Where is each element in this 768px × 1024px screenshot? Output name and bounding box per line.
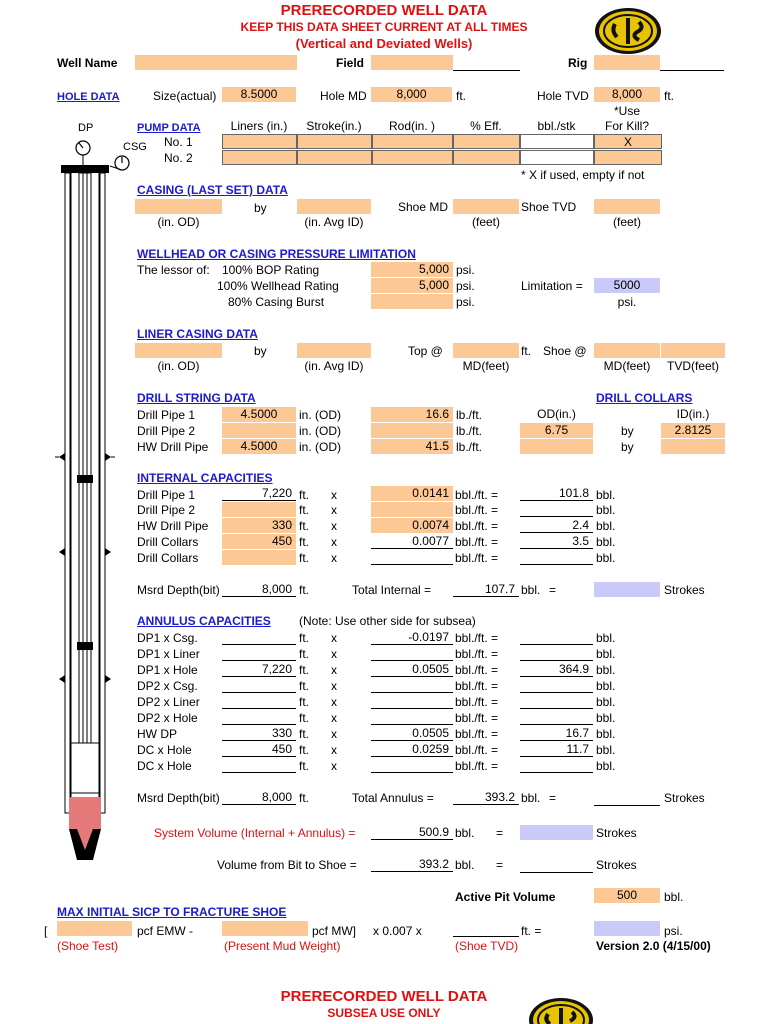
total-internal-label: Total Internal = — [352, 583, 432, 597]
int-row-5-volume — [520, 550, 593, 565]
page-subtitle: KEEP THIS DATA SHEET CURRENT AT ALL TIMES — [240, 20, 528, 34]
ann-row-8-capacity: 0.0259 — [371, 742, 453, 757]
ann-row-1-length — [222, 630, 296, 645]
ann-row-6-bblft: bbl./ft. = — [455, 711, 499, 725]
casing-burst-label: 80% Casing Burst — [228, 295, 325, 309]
pump-hdr-liners: Liners (in.) — [230, 119, 288, 133]
hole-tvd-label: Hole TVD — [537, 89, 589, 103]
ann-row-7-x: x — [331, 727, 337, 741]
total-internal-unit: bbl. — [521, 583, 541, 597]
liner-top-label: Top @ — [408, 344, 443, 358]
ann-row-7-length: 330 — [222, 726, 296, 741]
ann-row-1-ft: ft. — [299, 631, 310, 645]
sicp-psi: psi. — [664, 924, 683, 938]
hole-tvd-unit: ft. — [664, 89, 675, 103]
casing-burst-unit: psi. — [456, 295, 475, 309]
ann-row-5-volume — [520, 694, 593, 709]
liner-top-input[interactable] — [453, 343, 519, 358]
ann-row-6-label: DP2 x Hole — [137, 711, 198, 725]
sicp-pcf-mw: pcf MW] — [312, 924, 356, 938]
int-row-1-capacity[interactable]: 0.0141 — [371, 486, 453, 501]
ann-msrd-ft: ft. — [299, 791, 310, 805]
int-row-1-bblft: bbl./ft. = — [455, 488, 499, 502]
ann-row-2-x: x — [331, 647, 337, 661]
active-pit-input[interactable]: 500 — [594, 888, 660, 903]
ann-row-9-capacity — [371, 758, 453, 773]
int-row-2-label: Drill Pipe 2 — [137, 503, 196, 517]
int-row-2-x: x — [331, 503, 337, 517]
hwdp-od-input[interactable]: 4.5000 — [222, 439, 296, 454]
liner-id-label: (in. Avg ID) — [304, 359, 364, 373]
system-volume-eq: = — [496, 826, 504, 840]
pump-row-1-label: No. 1 — [164, 135, 193, 149]
pump-1-bblstk — [520, 134, 594, 149]
total-annulus-strokes — [594, 790, 660, 806]
pump-hdr-stroke: Stroke(in.) — [306, 119, 362, 133]
ann-row-1-volume — [520, 630, 593, 645]
ann-row-6-bbl: bbl. — [596, 711, 616, 725]
ann-row-7-label: HW DP — [137, 727, 177, 741]
annulus-capacities-heading: ANNULUS CAPACITIES — [137, 614, 271, 628]
ann-row-5-bbl: bbl. — [596, 695, 616, 709]
liner-heading: LINER CASING DATA — [137, 327, 258, 341]
pump-2-eff[interactable] — [453, 150, 520, 165]
company-logo — [593, 6, 663, 56]
ann-msrd-label: Msrd Depth(bit) — [137, 791, 220, 805]
limitation-unit: psi. — [617, 295, 637, 309]
collar-od-header: OD(in.) — [537, 407, 576, 421]
rig-underline — [660, 70, 724, 71]
bit-to-shoe-unit: bbl. — [455, 858, 475, 872]
sicp-mud-weight-input[interactable] — [222, 921, 308, 936]
system-volume-value: 500.9 — [371, 825, 453, 840]
ann-row-8-label: DC x Hole — [137, 743, 192, 757]
ann-row-9-x: x — [331, 759, 337, 773]
pump-grid — [222, 134, 662, 166]
pump-2-stroke[interactable] — [297, 150, 372, 165]
int-row-3-volume: 2.4 — [520, 518, 593, 533]
liner-shoe-tvd-input[interactable] — [661, 343, 725, 358]
liner-shoe-md-label: MD(feet) — [603, 359, 651, 373]
sicp-result — [594, 921, 660, 936]
casing-heading: CASING (LAST SET) DATA — [137, 183, 288, 197]
ann-row-4-length — [222, 678, 296, 693]
dp2-od-unit: in. (OD) — [299, 424, 341, 438]
int-row-1-bbl: bbl. — [596, 488, 616, 502]
int-row-4-bbl: bbl. — [596, 535, 616, 549]
ann-row-1-bblft: bbl./ft. = — [455, 631, 499, 645]
dp2-od-input[interactable] — [222, 423, 296, 438]
wellhead-rating-input[interactable]: 5,000 — [371, 278, 453, 293]
int-msrd-label: Msrd Depth(bit) — [137, 583, 220, 597]
ann-row-4-ft: ft. — [299, 679, 310, 693]
ann-row-8-length: 450 — [222, 742, 296, 757]
ann-row-6-x: x — [331, 711, 337, 725]
shoe-tvd-unit: (feet) — [612, 215, 641, 229]
ann-row-5-bblft: bbl./ft. = — [455, 695, 499, 709]
int-row-3-label: HW Drill Pipe — [137, 519, 209, 533]
ann-row-9-volume — [520, 758, 593, 773]
casing-od-input[interactable] — [135, 199, 222, 214]
int-row-5-bbl: bbl. — [596, 551, 616, 565]
shoe-tvd-input[interactable] — [594, 199, 660, 214]
pump-2-liners[interactable] — [222, 150, 297, 165]
ann-row-4-x: x — [331, 679, 337, 693]
pump-2-kill[interactable] — [594, 150, 662, 165]
hole-md-label: Hole MD — [320, 89, 367, 103]
ann-row-7-bbl: bbl. — [596, 727, 616, 741]
liner-shoe-md-input[interactable] — [594, 343, 660, 358]
footer-subtitle: SUBSEA USE ONLY — [327, 1006, 441, 1020]
dp-label: DP — [78, 122, 94, 134]
ann-row-9-ft: ft. — [299, 759, 310, 773]
sicp-present-mud-label: (Present Mud Weight) — [224, 939, 341, 953]
bit-to-shoe-eq: = — [496, 858, 504, 872]
bit-to-shoe-strokes-label: Strokes — [596, 858, 637, 872]
wellhead-heading: WELLHEAD OR CASING PRESSURE LIMITATION — [137, 247, 416, 261]
hole-tvd-input[interactable]: 8,000 — [594, 87, 660, 102]
pump-2-rod[interactable] — [372, 150, 453, 165]
total-internal-strokes-label: Strokes — [664, 583, 705, 597]
ann-row-6-volume — [520, 710, 593, 725]
shoe-md-input[interactable] — [453, 199, 519, 214]
ann-row-3-bblft: bbl./ft. = — [455, 663, 499, 677]
dp1-od-input[interactable]: 4.5000 — [222, 407, 296, 422]
ann-msrd-value: 8,000 — [222, 790, 296, 805]
int-row-5-capacity — [371, 550, 453, 565]
field-label: Field — [336, 56, 365, 70]
ann-row-8-bbl: bbl. — [596, 743, 616, 757]
collar-1-by: by — [621, 424, 634, 438]
pump-hdr-kill: For Kill? — [604, 119, 649, 133]
int-msrd-value: 8,000 — [222, 582, 296, 597]
liner-shoe-tvd-label: TVD(feet) — [666, 359, 719, 373]
ann-row-7-ft: ft. — [299, 727, 310, 741]
system-volume-strokes-label: Strokes — [596, 826, 637, 840]
ann-row-2-label: DP1 x Liner — [137, 647, 200, 661]
ann-row-7-capacity: 0.0505 — [371, 726, 453, 741]
collar-1-id-input[interactable]: 2.8125 — [661, 423, 725, 438]
csg-label: CSG — [123, 141, 147, 153]
hwdp-od-unit: in. (OD) — [299, 440, 341, 454]
ann-row-4-capacity — [371, 678, 453, 693]
field-underline — [453, 70, 520, 71]
int-row-4-capacity: 0.0077 — [371, 534, 453, 549]
ann-row-3-ft: ft. — [299, 663, 310, 677]
wellhead-rating-label: 100% Wellhead Rating — [217, 279, 339, 293]
int-row-5-ft: ft. — [299, 551, 310, 565]
casing-by: by — [254, 201, 267, 215]
bop-rating-input[interactable]: 5,000 — [371, 262, 453, 277]
ann-row-3-capacity: 0.0505 — [371, 662, 453, 677]
hole-size-input[interactable]: 8.5000 — [222, 87, 296, 102]
bop-rating-unit: psi. — [456, 263, 475, 277]
int-row-4-ft: ft. — [299, 535, 310, 549]
int-row-1-volume: 101.8 — [520, 486, 593, 501]
ann-row-9-label: DC x Hole — [137, 759, 192, 773]
ann-row-1-capacity: -0.0197 — [371, 630, 453, 645]
annulus-note: (Note: Use other side for subsea) — [299, 614, 476, 628]
ann-row-1-x: x — [331, 631, 337, 645]
ann-row-8-ft: ft. — [299, 743, 310, 757]
total-annulus-value: 393.2 — [453, 790, 519, 805]
dp1-wt-input[interactable]: 16.6 — [371, 407, 453, 422]
page-subtitle-2: (Vertical and Deviated Wells) — [295, 36, 473, 51]
ann-row-8-volume: 11.7 — [520, 742, 593, 757]
hole-data-heading: HOLE DATA — [57, 91, 120, 103]
pump-hdr-bblstk: bbl./stk — [537, 119, 576, 133]
footer-title: PRERECORDED WELL DATA — [280, 988, 488, 1005]
sicp-shoe-tvd-label: (Shoe TVD) — [455, 939, 519, 953]
collar-id-header: ID(in.) — [676, 407, 710, 421]
total-annulus-strokes-label: Strokes — [664, 791, 705, 805]
ann-row-4-bblft: bbl./ft. = — [455, 679, 499, 693]
rig-input[interactable] — [594, 55, 660, 70]
int-msrd-ft: ft. — [299, 583, 310, 597]
dp1-od-unit: in. (OD) — [299, 408, 341, 422]
hole-md-input[interactable]: 8,000 — [371, 87, 452, 102]
int-row-4-volume: 3.5 — [520, 534, 593, 549]
ann-row-5-length — [222, 694, 296, 709]
casing-id-input[interactable] — [297, 199, 371, 214]
wellbore-diagram — [55, 132, 135, 864]
total-annulus-label: Total Annulus = — [352, 791, 434, 805]
ann-row-4-label: DP2 x Csg. — [137, 679, 198, 693]
ann-row-3-label: DP1 x Hole — [137, 663, 198, 677]
liner-top-unit: ft. — [521, 344, 532, 358]
pump-note: * X if used, empty if not — [521, 168, 645, 182]
pump-1-stroke[interactable] — [297, 134, 372, 149]
int-row-1-ft: ft. — [299, 488, 310, 502]
bit-to-shoe-strokes — [520, 857, 593, 873]
hole-md-unit: ft. — [456, 89, 467, 103]
ann-row-5-label: DP2 x Liner — [137, 695, 200, 709]
collar-1-od-input[interactable]: 6.75 — [520, 423, 593, 438]
collar-2-id-input[interactable] — [661, 439, 725, 454]
ann-row-2-length — [222, 646, 296, 661]
version-label: Version 2.0 (4/15/00) — [596, 939, 711, 953]
ann-row-9-length — [222, 758, 296, 773]
ann-row-1-label: DP1 x Csg. — [137, 631, 198, 645]
limitation-value: 5000 — [594, 278, 660, 293]
ann-row-1-bbl: bbl. — [596, 631, 616, 645]
hwdp-wt-input[interactable]: 41.5 — [371, 439, 453, 454]
ann-row-3-length: 7,220 — [222, 662, 296, 677]
liner-id-input[interactable] — [297, 343, 371, 358]
sicp-heading: MAX INITIAL SICP TO FRACTURE SHOE — [57, 905, 287, 919]
pump-1-eff[interactable] — [453, 134, 520, 149]
footer-logo — [527, 990, 595, 1024]
sicp-shoe-test-input[interactable] — [57, 921, 132, 936]
rig-label: Rig — [568, 56, 588, 70]
hwdp-label: HW Drill Pipe — [137, 440, 209, 454]
drill-collars-heading: DRILL COLLARS — [596, 391, 693, 405]
wellhead-rating-unit: psi. — [456, 279, 475, 293]
total-internal-strokes — [594, 582, 660, 597]
ann-row-7-bblft: bbl./ft. = — [455, 727, 499, 741]
dp2-wt-input[interactable] — [371, 423, 453, 438]
liner-top-md-label: MD(feet) — [462, 359, 510, 373]
bit-to-shoe-label: Volume from Bit to Shoe = — [217, 858, 357, 872]
int-row-3-length[interactable]: 330 — [222, 518, 296, 533]
ann-row-2-bbl: bbl. — [596, 647, 616, 661]
well-name-input[interactable] — [135, 55, 297, 70]
int-row-3-bblft: bbl./ft. = — [455, 519, 499, 533]
ann-row-5-x: x — [331, 695, 337, 709]
ann-row-2-bblft: bbl./ft. = — [455, 647, 499, 661]
bop-rating-label: 100% BOP Rating — [222, 263, 320, 277]
int-row-1-x: x — [331, 488, 337, 502]
int-row-4-length[interactable]: 450 — [222, 534, 296, 549]
int-row-5-length[interactable] — [222, 550, 296, 565]
ann-row-6-capacity — [371, 710, 453, 725]
int-row-2-capacity[interactable] — [371, 502, 453, 517]
ann-row-2-volume — [520, 646, 593, 661]
total-internal-value: 107.7 — [453, 582, 519, 597]
sicp-open-bracket: [ — [44, 924, 48, 938]
ann-row-6-ft: ft. — [299, 711, 310, 725]
sicp-factor: x 0.007 x — [373, 924, 422, 938]
int-row-1-length: 7,220 — [222, 486, 296, 501]
ann-row-2-capacity — [371, 646, 453, 661]
ann-row-4-volume — [520, 678, 593, 693]
int-row-2-bbl: bbl. — [596, 503, 616, 517]
liner-by: by — [254, 344, 267, 358]
system-volume-unit: bbl. — [455, 826, 475, 840]
ann-row-7-volume: 16.7 — [520, 726, 593, 741]
pump-2-bblstk — [520, 150, 594, 165]
dp2-label: Drill Pipe 2 — [137, 424, 196, 438]
page-title: PRERECORDED WELL DATA — [280, 2, 488, 19]
ann-row-9-bbl: bbl. — [596, 759, 616, 773]
drill-string-heading: DRILL STRING DATA — [137, 391, 256, 405]
int-row-4-x: x — [331, 535, 337, 549]
ann-row-3-volume: 364.9 — [520, 662, 593, 677]
dp2-wt-unit: lb./ft. — [456, 424, 483, 438]
int-row-3-x: x — [331, 519, 337, 533]
casing-burst-input[interactable] — [371, 294, 453, 309]
total-annulus-unit: bbl. — [521, 791, 541, 805]
int-row-1-label: Drill Pipe 1 — [137, 488, 196, 502]
casing-id-label: (in. Avg ID) — [304, 215, 364, 229]
ann-row-5-capacity — [371, 694, 453, 709]
int-row-3-capacity[interactable]: 0.0074 — [371, 518, 453, 533]
pump-hdr-use: *Use — [613, 104, 640, 118]
liner-shoe-label: Shoe @ — [543, 344, 587, 358]
int-row-5-bblft: bbl./ft. = — [455, 551, 499, 565]
well-name-label: Well Name — [57, 56, 118, 70]
ann-row-9-bblft: bbl./ft. = — [455, 759, 499, 773]
pump-hdr-rod: Rod(in. ) — [388, 119, 435, 133]
int-row-2-volume — [520, 502, 593, 517]
shoe-md-unit: (feet) — [471, 215, 500, 229]
total-annulus-eq: = — [549, 791, 557, 805]
sicp-pcf-emw: pcf EMW - — [137, 924, 193, 938]
active-pit-label: Active Pit Volume — [455, 890, 556, 904]
limitation-label: Limitation = — [521, 279, 583, 293]
int-row-2-length[interactable] — [222, 502, 296, 517]
ann-row-3-x: x — [331, 663, 337, 677]
int-row-5-x: x — [331, 551, 337, 565]
int-row-3-bbl: bbl. — [596, 519, 616, 533]
int-row-2-ft: ft. — [299, 503, 310, 517]
int-row-4-label: Drill Collars — [137, 535, 199, 549]
int-row-4-bblft: bbl./ft. = — [455, 535, 499, 549]
casing-od-label: (in. OD) — [157, 215, 200, 229]
ann-row-2-ft: ft. — [299, 647, 310, 661]
ann-row-6-length — [222, 710, 296, 725]
field-input[interactable] — [371, 55, 453, 70]
ann-row-8-x: x — [331, 743, 337, 757]
liner-od-label: (in. OD) — [157, 359, 200, 373]
hole-size-label: Size(actual) — [153, 89, 217, 103]
hwdp-wt-unit: lb./ft. — [456, 440, 483, 454]
system-volume-strokes — [520, 825, 593, 840]
internal-capacities-heading: INTERNAL CAPACITIES — [137, 471, 273, 485]
shoe-md-label: Shoe MD — [398, 200, 449, 214]
sicp-shoe-tvd-value — [453, 921, 519, 937]
dp1-label: Drill Pipe 1 — [137, 408, 196, 422]
pump-hdr-eff: % Eff. — [470, 119, 502, 133]
pump-1-liners[interactable] — [222, 134, 297, 149]
pump-1-rod[interactable] — [372, 134, 453, 149]
liner-od-input[interactable] — [135, 343, 222, 358]
active-pit-unit: bbl. — [664, 890, 684, 904]
shoe-tvd-label: Shoe TVD — [521, 200, 577, 214]
ann-row-8-bblft: bbl./ft. = — [455, 743, 499, 757]
total-internal-eq: = — [549, 583, 557, 597]
ann-row-3-bbl: bbl. — [596, 663, 616, 677]
int-row-5-label: Drill Collars — [137, 551, 199, 565]
bit-to-shoe-value: 393.2 — [371, 857, 453, 872]
ann-row-5-ft: ft. — [299, 695, 310, 709]
collar-2-od-input[interactable] — [520, 439, 593, 454]
sicp-ft-eq: ft. = — [521, 924, 542, 938]
pump-1-kill[interactable]: X — [594, 134, 662, 149]
ann-row-4-bbl: bbl. — [596, 679, 616, 693]
sicp-shoe-test-label: (Shoe Test) — [57, 939, 119, 953]
pump-row-2-label: No. 2 — [164, 151, 193, 165]
dp1-wt-unit: lb./ft. — [456, 408, 483, 422]
lessor-label: The lessor of: — [137, 263, 210, 277]
collar-2-by: by — [621, 440, 634, 454]
int-row-2-bblft: bbl./ft. = — [455, 503, 499, 517]
int-row-3-ft: ft. — [299, 519, 310, 533]
pump-data-heading: PUMP DATA — [137, 122, 201, 134]
system-volume-label: System Volume (Internal + Annulus) = — [154, 826, 356, 840]
